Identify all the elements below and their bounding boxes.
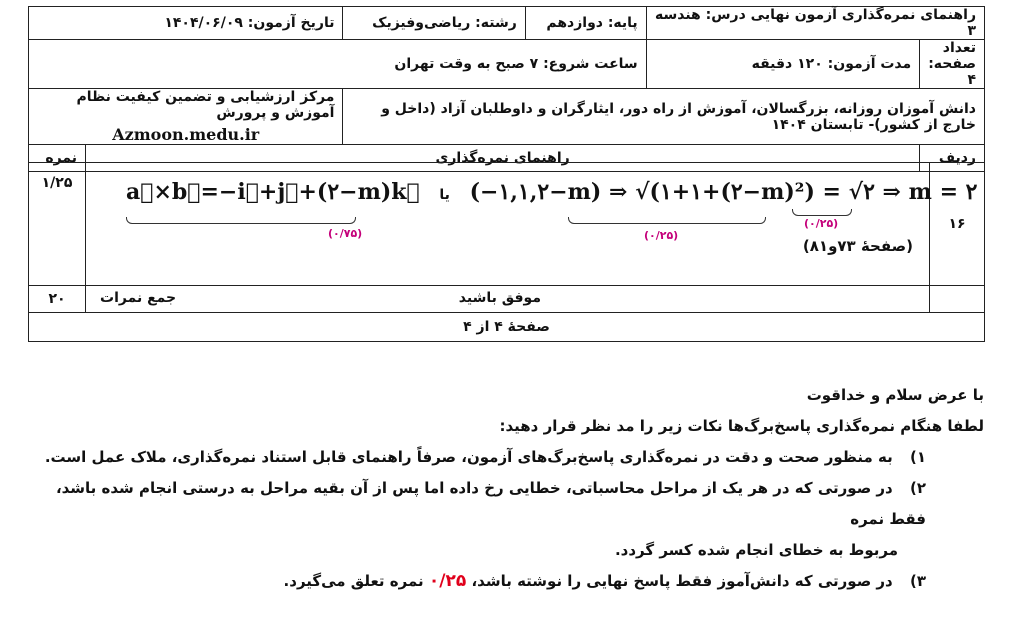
note-1-text: به منظور صحت و دقت در نمره‌گذاری پاسخ‌برگ‌های آزمون، صرفاً راهنمای قابل استناد نمره‌گذاری، ملاک عمل است.	[44, 448, 893, 466]
col-row-header: ردیف	[920, 145, 985, 172]
exam-header	[28, 6, 985, 172]
brace-m	[792, 209, 852, 216]
or-word: یا	[439, 187, 450, 203]
page-footer-text: صفحهٔ ۴ از ۴	[463, 319, 550, 335]
center-cell	[29, 89, 343, 145]
note-3-number: ۳)	[909, 572, 926, 590]
page-reference: (صفحهٔ ۷۳و۸۱)	[802, 237, 913, 255]
summary-cell	[86, 286, 930, 313]
field-cell: رشته: ریاضی‌وفیزیک	[343, 7, 525, 40]
note-item-2-cont	[24, 535, 984, 566]
col-score-header: نمره	[29, 145, 86, 172]
col-guide-header: راهنمای نمره‌گذاری	[86, 145, 920, 172]
notes-intro: لطفا هنگام نمره‌گذاری پاسخ‌برگ‌ها نکات زیر را مد نظر قرار دهید:	[499, 417, 984, 435]
question-number: ۱۶	[930, 163, 985, 286]
score-b: (۰/۲۵)	[644, 229, 679, 242]
website: Azmoon.medu.ir	[112, 125, 260, 144]
audience-cell: دانش آموزان روزانه، بزرگسالان، آموزش از راه دور، ایثارگران و داوطلبان آزاد (داخل و خارج از کشور)- تابستان ۱۴۰۴	[343, 89, 985, 145]
formula-part2: (−۱,۱,۲−m) ⇒ √(۱+۱+(۲−m)²) = √۲ ⇒ m = ۲	[469, 179, 978, 205]
score-c: (۰/۲۵)	[804, 217, 839, 230]
good-luck-text: موفق باشید	[458, 290, 541, 306]
note-3-text-b: نمره تعلق می‌گیرد.	[283, 572, 424, 590]
start-time-cell: ساعت شروع: ۷ صبح به وقت تهران	[29, 40, 647, 89]
header-table	[28, 6, 985, 172]
note-item-3	[24, 566, 984, 597]
greeting: با عرض سلام و خداقوت	[806, 386, 984, 404]
note-2-text-b: مربوط به خطای انجام شده کسر گردد.	[614, 541, 898, 559]
note-2-number: ۲)	[909, 479, 926, 497]
page-footer	[29, 313, 985, 342]
formula-line	[126, 179, 977, 205]
total-value: ۲۰	[29, 286, 86, 313]
note-3-score: ۰/۲۵	[428, 571, 467, 591]
formula-part1: a⃗×b⃗=−i⃗+j⃗+(۲−m)k⃗	[126, 179, 420, 205]
note-item-1	[24, 442, 984, 473]
center-name: مرکز ارزشیابی و تضمین کیفیت نظام آموزش و پرورش	[76, 89, 335, 121]
duration-cell: مدت آزمون: ۱۲۰ دقیقه	[646, 40, 920, 89]
summary-empty-cell	[930, 286, 985, 313]
note-item-2	[24, 473, 984, 535]
exam-date-cell: تاریخ آزمون: ۱۴۰۴/۰۶/۰۹	[29, 7, 343, 40]
grading-notes	[24, 380, 984, 597]
exam-title: راهنمای نمره‌گذاری آزمون نهایی درس: هندسه ۳	[646, 7, 984, 40]
total-label: جمع نمرات	[100, 290, 177, 306]
answer-table	[28, 162, 985, 342]
note-2-text-a: در صورتی که در هر یک از مراحل محاسباتی، خطایی رخ داده اما پس از آن بقیه مراحل به درستی انجام شده باشد، فقط نمره	[55, 479, 926, 528]
grade-cell: پایه: دوازدهم	[525, 7, 646, 40]
page-count-cell: تعداد صفحه: ۴	[920, 40, 985, 89]
brace-magnitude	[568, 217, 766, 224]
brace-cross-product	[126, 217, 356, 224]
note-1-number: ۱)	[909, 448, 926, 466]
score-a: (۰/۷۵)	[328, 227, 363, 240]
question-score: ۱/۲۵	[29, 163, 86, 286]
note-3-text-a: در صورتی که دانش‌آموز فقط پاسخ نهایی را نوشته باشد،	[471, 572, 893, 590]
